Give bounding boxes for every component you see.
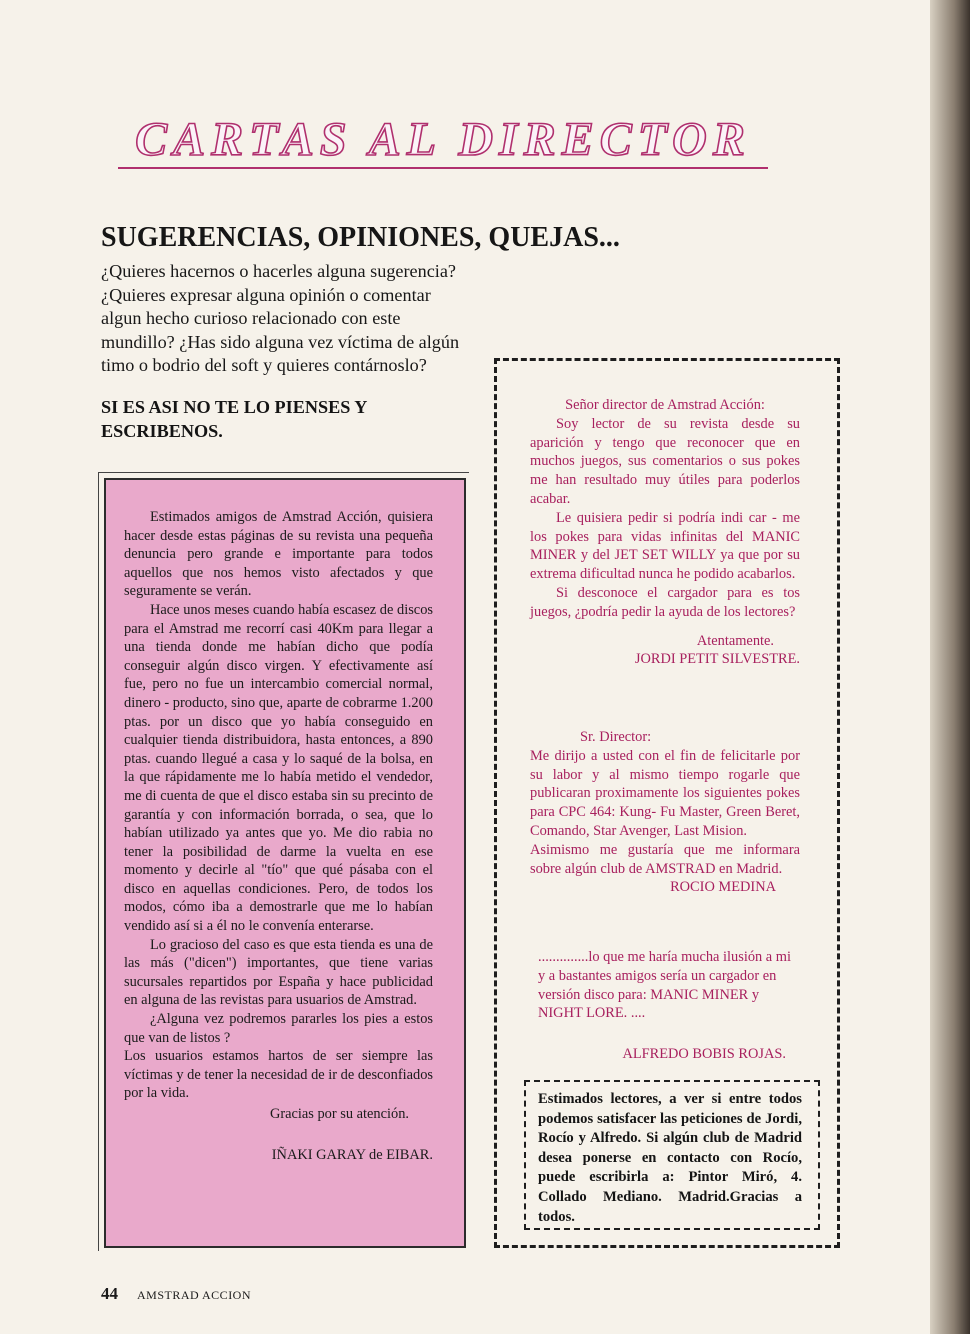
letter-alfredo-bobis <box>538 948 800 1064</box>
letter1-paragraph: ¿Alguna vez podremos pararles los pies a estos que van de listos ? <box>124 1011 433 1046</box>
letter3-paragraph: Asimismo me gustaría que me informara sobre algún club de AMSTRAD en Madrid. <box>530 841 800 877</box>
letter1-paragraph: Los usuarios estamos hartos de ser siempre las víctimas y de tener la necesidad de ir de desconfiados por la vida. <box>124 1048 433 1102</box>
letter1-signature: IÑAKI GARAY de EIBAR. <box>271 1146 433 1163</box>
letter2-paragraph: Le quisiera pedir si podría indi car - me los pokes para vidas infinitas del MANIC MINER y del JET SET WILLY ya que por su extrema dificultad nunca he podido acabarlos. <box>530 509 800 583</box>
page-edge-shadow <box>930 0 970 1334</box>
letter4-text: ..............lo que me haría mucha ilusión a mi y a bastantes amigos sería un cargador en versión disco para: MANIC MINER y NIGHT LORE. .... <box>538 949 791 1022</box>
letter2-closing: Atentamente. <box>696 632 774 649</box>
letter4-signature: ALFREDO BOBIS ROJAS. <box>622 1046 786 1063</box>
magazine-name: AMSTRAD ACCION <box>137 1288 252 1302</box>
section-headline: SUGERENCIAS, OPINIONES, QUEJAS... <box>101 222 620 253</box>
letter3-signature: ROCIO MEDINA <box>670 879 776 896</box>
letter3-paragraph: Me dirijo a usted con el fin de felicitarle por su labor y al mismo tiempo rogarle que publicaran proximamente los siguientes pokes para CPC 464: Kung- Fu Master, Green Beret, Comando, Star Avenger, Last Mision. <box>530 747 800 839</box>
letter2-paragraph: Si desconoce el cargador para es tos juegos, ¿podría pedir la ayuda de los lectores? <box>530 584 800 620</box>
letter2-salutation: Señor director de Amstrad Acción: <box>565 397 765 413</box>
masthead-title: CARTAS AL DIRECTOR <box>135 113 751 166</box>
letter3-salutation: Sr. Director: <box>580 729 652 745</box>
letter-jordi-petit <box>530 396 800 669</box>
page-number: 44 <box>101 1284 118 1303</box>
masthead-underline <box>118 167 768 169</box>
letter-inaki-garay <box>124 508 433 1164</box>
intro-text: ¿Quieres hacernos o hacerles alguna sugerencia?¿Quieres expresar alguna opinión o comentar algun hecho curioso relacionado con este mundillo? ¿Has sido alguna vez víctima de algún timo o bodrio del soft y quieres contárnoslo? <box>101 261 460 375</box>
letter2-signature: JORDI PETIT SILVESTRE. <box>634 651 800 668</box>
letter2-paragraph: Soy lector de su revista desde su aparición y tengo que reconocer que en muchos juegos, sus comentarios o sus pokes me han resultado muy útiles para poderlos acabar. <box>530 415 800 507</box>
letter1-paragraph: Lo gracioso del caso es que esta tienda es una de las más ("dicen") importantes, que tiene varias sucursales repartidos por España y hace publicidad en alguna de las revistas para usuarios de Amstrad. <box>124 936 433 1009</box>
letter1-closing: Gracias por su atención. <box>269 1106 409 1122</box>
letter1-paragraph: Hace unos meses cuando había escasez de discos para el Amstrad me recorrí casi 40Km para llegar a una tienda donde me habían dicho que podía conseguir algún disco virgen. Y efectivamente así fue, pero no fue un intercambio comercial normal, dinero - producto, sino que, aparte de cobrarme 1.200 ptas. por un disco que yo había conseguido en cualquier tienda distribuidora, hasta entonces, a 890 ptas. cuando llegué a casa y lo saqué de la bolsa, en la que rápidamente me lo había metido el vendedor, me di cuenta de que el disco estaba sin su precinto de garantía y con información borrada, o sea, que lo habían utilizado ya antes que yo. Me dio rabia no tener la posibilidad de darme la vuelta en ese momento y decirle al "tío" que qué pásaba con el disco en aquellas condiciones. Pero, de todos los modos, cómo iba a demostrarle que me lo habían vendido así si a él no le convenía enterarse. <box>124 601 433 935</box>
editor-reply-text: Estimados lectores, a ver si entre todos podemos satisfacer las peticiones de Jordi, Rocío y Alfredo. Si algún club de Madrid desea ponerse en contacto con Rocío, puede escribirla a: Pintor Miró, 4. Collado Mediano. Madrid.Gracias a todos. <box>538 1091 802 1225</box>
letter1-paragraph: Estimados amigos de Amstrad Acción, quisiera hacer desde estas páginas de su revista una pequeña denuncia pero grande e importante para todos aquellos que nos hemos visto afectados y que seguramente se verán. <box>124 509 433 600</box>
letter-rocio-medina <box>530 728 800 897</box>
intro-call-to-action: SI ES ASI NO TE LO PIENSES Y ESCRIBENOS. <box>101 397 367 441</box>
